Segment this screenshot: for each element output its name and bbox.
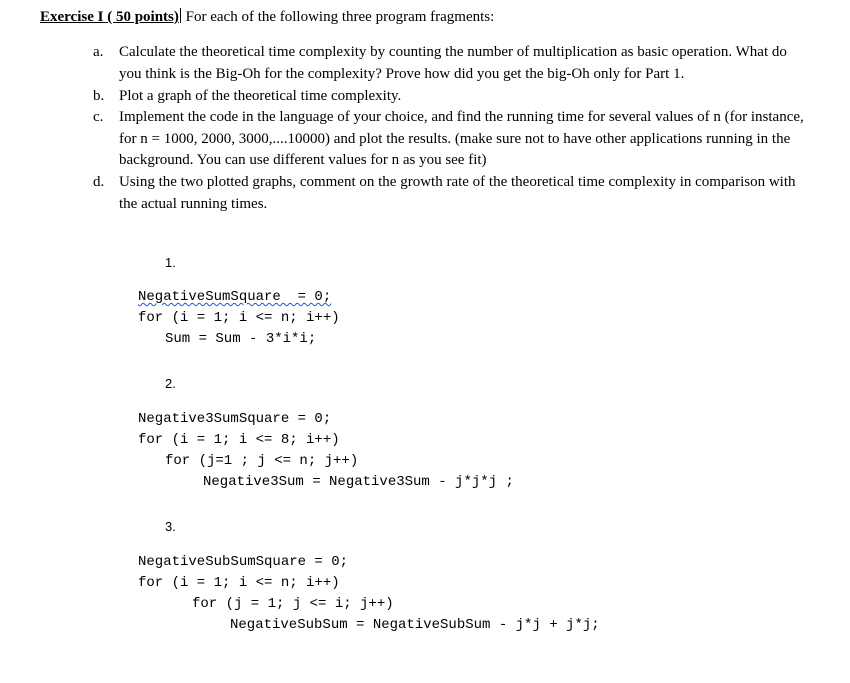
- code-line: NegativeSumSquare = 0;: [138, 289, 332, 305]
- exercise-heading: [40, 8, 494, 26]
- code-line: for (i = 1; i <= n; i++): [138, 310, 340, 326]
- exercise-intro: For each of the following three program fragments:: [181, 9, 495, 25]
- exercise-title: Exercise I ( 50 points): [40, 9, 179, 25]
- fragment-number: 3.: [165, 519, 176, 534]
- text-cursor: [180, 8, 181, 23]
- code-line: NegativeSubSumSquare = 0;: [138, 554, 349, 570]
- code-line: Sum = Sum - 3*i*i;: [165, 331, 317, 347]
- item-text-d: Using the two plotted graphs, comment on the growth rate of the theoretical time complexity in comparison with the actual running times.: [119, 174, 796, 212]
- code-line: Negative3SumSquare = 0;: [138, 411, 332, 427]
- fragment-number: 1.: [165, 255, 176, 270]
- code-line: for (j = 1; j <= i; j++): [192, 596, 394, 612]
- code-line: Negative3Sum = Negative3Sum - j*j*j ;: [203, 474, 514, 490]
- item-letter-c: c.: [93, 109, 104, 125]
- item-text-c: Implement the code in the language of your choice, and find the running time for several values of n (for instance, for n = 1000, 2000, 3000,....10000) and plot the results. (make sure not to have other applications running in the background. You can use different values for n as you see fit): [119, 109, 804, 168]
- item-letter-b: b.: [93, 88, 105, 104]
- item-text-a: Calculate the theoretical time complexity by counting the number of multiplication as basic operation. What do you think is the Big-Oh for the complexity? Prove how did you get the big-Oh only for Part 1.: [119, 44, 787, 82]
- code-line: for (i = 1; i <= n; i++): [138, 575, 340, 591]
- item-letter-d: d.: [93, 174, 105, 190]
- item-letter-a: a.: [93, 44, 104, 60]
- code-line: for (i = 1; i <= 8; i++): [138, 432, 340, 448]
- fragment-number: 2.: [165, 376, 176, 391]
- code-line: for (j=1 ; j <= n; j++): [165, 453, 359, 469]
- item-text-b: Plot a graph of the theoretical time complexity.: [119, 88, 402, 104]
- code-line: NegativeSubSum = NegativeSubSum - j*j + j*j;: [230, 617, 600, 633]
